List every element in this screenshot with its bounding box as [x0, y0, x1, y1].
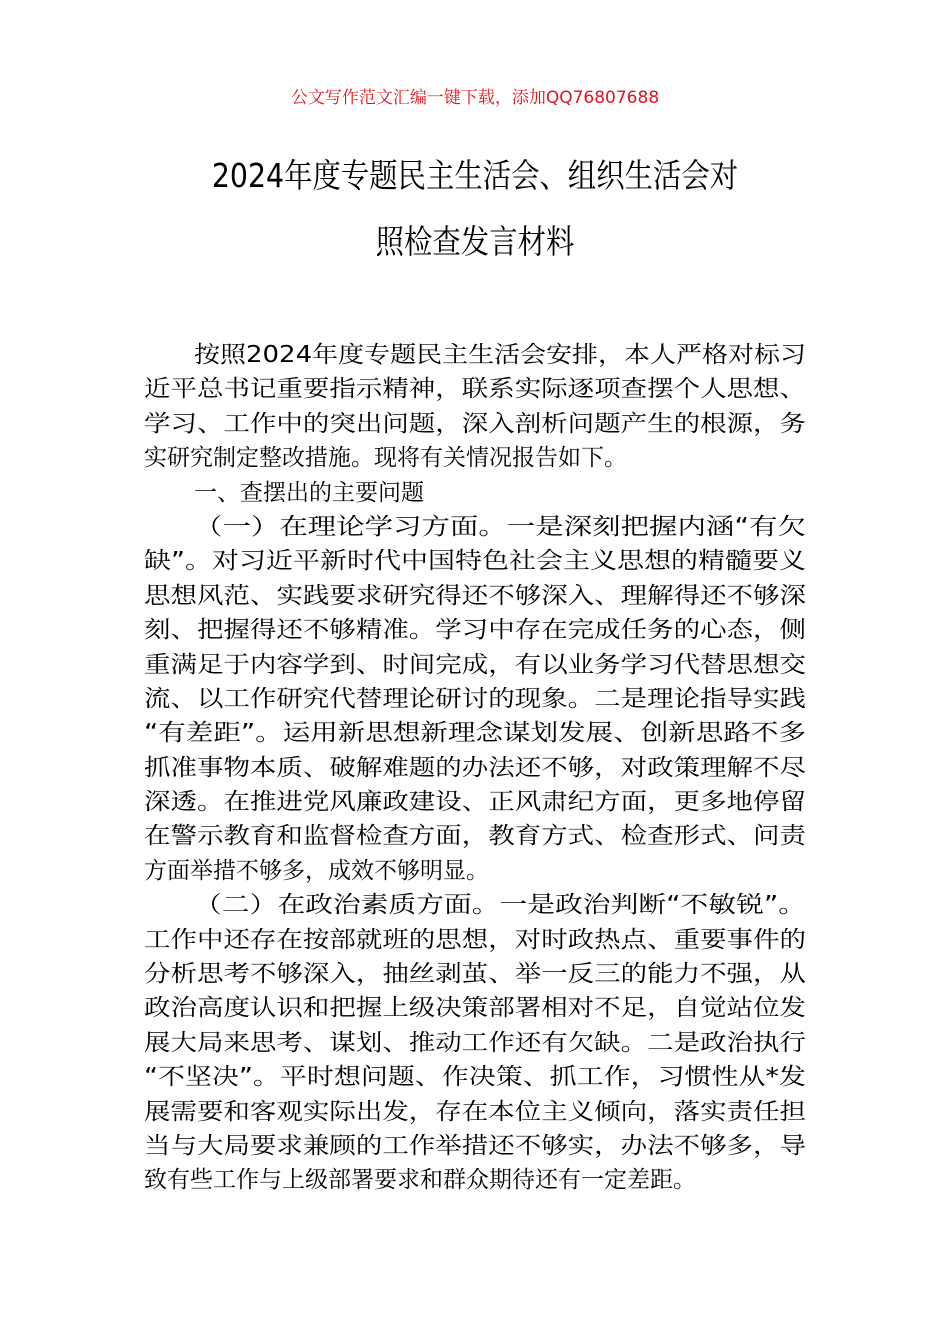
body-line: （一）在理论学习方面。一是深刻把握内涵“有欠: [194, 513, 806, 540]
body-line: 展需要和客观实际出发，存在本位主义倾向，落实责任担: [144, 1098, 806, 1125]
body-line: 按照2024年度专题民主生活会安排，本人严格对标习: [194, 342, 806, 368]
body-line: 思想风范、实践要求研究得还不够深入、理解得还不够深: [144, 582, 806, 609]
title-line-1: 2024年度专题民主生活会、组织生活会对: [211, 156, 739, 195]
body-line: 政治高度认识和把握上级决策部署相对不足，自觉站位发: [144, 995, 806, 1022]
body-line: 刻、把握得还不够精准。学习中存在完成任务的心态，侧: [144, 617, 806, 644]
title-line-2: 照检查发言材料: [375, 222, 575, 261]
body-line: 致有些工作与上级部署要求和群众期待还有一定差距。: [144, 1167, 696, 1194]
body-line: 一、查摆出的主要问题: [194, 479, 424, 506]
body-line: “有差距”。运用新思想新理念谋划发展、创新思路不多: [144, 720, 806, 747]
body-line: 重满足于内容学到、时间完成，有以业务学习代替思想交: [144, 651, 806, 678]
body-line: 抓准事物本质、破解难题的办法还不够，对政策理解不尽: [144, 754, 806, 781]
promo-banner: 公文写作范文汇编一键下载，添加QQ76807688: [290, 88, 660, 108]
body-line: “不坚决”。平时想问题、作决策、抓工作，习惯性从*发: [144, 1064, 807, 1091]
body-line: 分析思考不够深入，抽丝剥茧、举一反三的能力不强，从: [144, 961, 806, 988]
document-body: [144, 338, 806, 1198]
body-line: 当与大局要求兼顾的工作举措还不够实，办法不够多，导: [144, 1132, 806, 1159]
body-line: （二）在政治素质方面。一是政治判断“不敏锐”。: [194, 892, 806, 919]
body-line: 流、以工作研究代替理论研讨的现象。二是理论指导实践: [144, 685, 806, 712]
body-line: 实研究制定整改措施。现将有关情况报告如下。: [144, 445, 627, 472]
body-line: 展大局来思考、谋划、推动工作还有欠缺。二是政治执行: [144, 1029, 806, 1056]
body-line: 缺”。对习近平新时代中国特色社会主义思想的精髓要义: [144, 548, 806, 575]
body-line: 学习、工作中的突出问题，深入剖析问题产生的根源，务: [144, 410, 806, 437]
body-line: 深透。在推进党风廉政建设、正风肃纪方面，更多地停留: [144, 789, 806, 816]
document-title: [0, 150, 950, 282]
body-line: 在警示教育和监督检查方面，教育方式、检查形式、问责: [144, 823, 806, 850]
body-line: 近平总书记重要指示精神，联系实际逐项查摆个人思想、: [144, 376, 806, 403]
body-line: 工作中还存在按部就班的思想，对时政热点、重要事件的: [144, 926, 806, 953]
body-line: 方面举措不够多，成效不够明显。: [144, 857, 489, 884]
